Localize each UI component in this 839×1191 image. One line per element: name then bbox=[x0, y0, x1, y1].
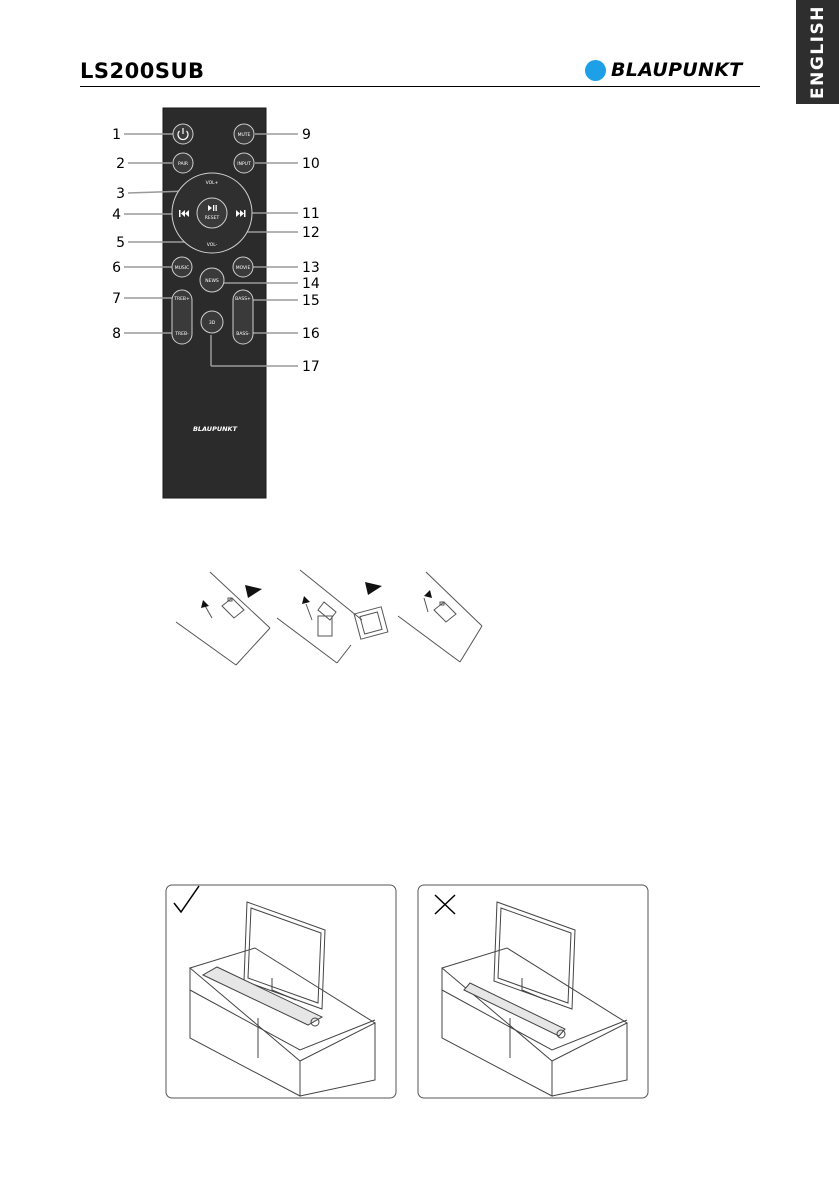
battery-step-3 bbox=[398, 572, 482, 662]
callout-10: 10 bbox=[302, 156, 320, 172]
battery-step-1 bbox=[176, 572, 270, 665]
header-rule bbox=[80, 86, 760, 87]
brand-dot-icon bbox=[585, 60, 606, 81]
bass-down-label: BASS- bbox=[236, 332, 250, 337]
callout-6: 6 bbox=[112, 260, 121, 276]
callout-11: 11 bbox=[302, 206, 320, 222]
callout-16: 16 bbox=[302, 326, 320, 342]
news-label: NEWS bbox=[205, 279, 219, 284]
placement-diagram bbox=[164, 884, 652, 1100]
model-title: LS200SUB bbox=[80, 59, 205, 83]
language-label: ENGLISH bbox=[807, 5, 828, 99]
callout-14: 14 bbox=[302, 276, 320, 292]
callout-9: 9 bbox=[302, 127, 311, 143]
callout-4: 4 bbox=[112, 207, 121, 223]
bass-up-label: BASS+ bbox=[235, 297, 251, 302]
treb-down-label: TREB- bbox=[175, 332, 189, 337]
movie-label: MOVIE bbox=[235, 266, 251, 271]
music-label: MUSIC bbox=[174, 266, 190, 271]
callout-13: 13 bbox=[302, 260, 320, 276]
lift-arrow-icon bbox=[424, 590, 432, 598]
play-reset-button[interactable] bbox=[197, 198, 227, 228]
press-arrow-icon-1 bbox=[201, 600, 209, 608]
press-arrow-icon-2 bbox=[302, 596, 310, 604]
callout-17: 17 bbox=[302, 359, 320, 375]
callout-3: 3 bbox=[116, 186, 125, 202]
remote-diagram bbox=[100, 105, 340, 505]
input-label: INPUT bbox=[237, 162, 251, 167]
callout-5: 5 bbox=[116, 235, 125, 251]
language-tab bbox=[796, 0, 839, 104]
3d-label: 3D bbox=[208, 321, 216, 326]
brand-logo bbox=[585, 58, 743, 82]
arrow-icon-2 bbox=[365, 582, 382, 595]
vol-down-label: VOL- bbox=[206, 243, 218, 248]
treb-up-label: TREB+ bbox=[174, 297, 190, 302]
correct-placement-panel bbox=[166, 885, 396, 1098]
callout-12: 12 bbox=[302, 225, 320, 241]
callout-8: 8 bbox=[112, 326, 121, 342]
reset-label: RESET bbox=[204, 216, 220, 221]
brand-wordmark: BLAUPUNKT bbox=[611, 59, 743, 81]
callout-2: 2 bbox=[116, 156, 125, 172]
remote-brand-label: BLAUPUNKT bbox=[192, 425, 238, 433]
battery-diagram bbox=[170, 562, 490, 672]
pair-label: PAIR bbox=[178, 162, 188, 167]
incorrect-placement-panel bbox=[418, 885, 648, 1098]
arrow-icon-1 bbox=[245, 585, 262, 598]
callout-15: 15 bbox=[302, 293, 320, 309]
mute-label: MUTE bbox=[237, 133, 251, 138]
callout-7: 7 bbox=[112, 291, 121, 307]
vol-up-label: VOL+ bbox=[205, 181, 219, 186]
callout-1: 1 bbox=[112, 127, 121, 143]
